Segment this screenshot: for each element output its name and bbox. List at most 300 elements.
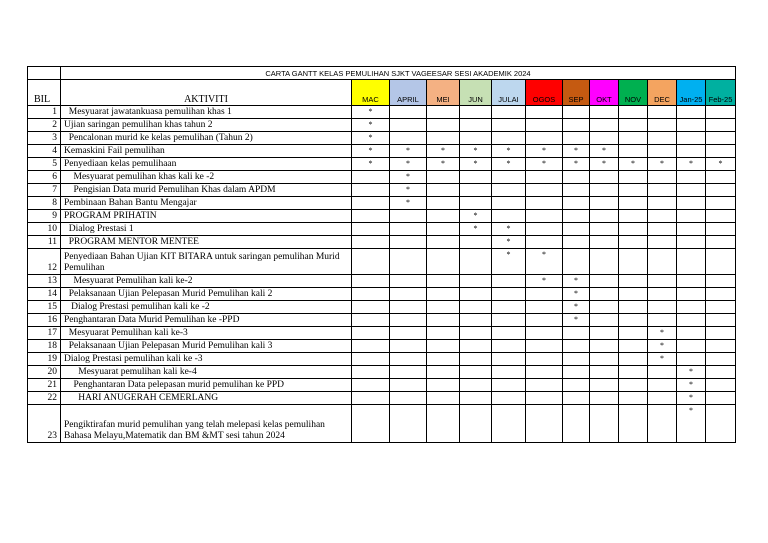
- schedule-cell: [352, 314, 390, 327]
- activity-text: Mesyuarat Pemulihan kali ke-3: [61, 327, 352, 340]
- schedule-cell: [648, 340, 677, 353]
- schedule-cell: [677, 275, 706, 288]
- table-row: [28, 366, 736, 379]
- activity-text: Pelaksanaan Ujian Pelepasan Murid Pemulihan kali 2: [61, 288, 352, 301]
- schedule-cell: [492, 405, 526, 443]
- schedule-cell: [460, 106, 492, 119]
- schedule-cell: [706, 145, 736, 158]
- month-header-ogos: OGOS: [526, 80, 563, 106]
- schedule-cell: [648, 405, 677, 443]
- activity-text: Dialog Prestasi pemulihan kali ke -3: [61, 353, 352, 366]
- schedule-marker: *: [689, 393, 693, 402]
- schedule-cell: [526, 145, 563, 158]
- schedule-cell: [460, 275, 492, 288]
- schedule-cell: [590, 275, 619, 288]
- month-header-okt: OKT: [590, 80, 619, 106]
- row-number: 20: [28, 366, 61, 379]
- schedule-cell: [427, 210, 460, 223]
- schedule-cell: [352, 171, 390, 184]
- month-header-mac: MAC: [352, 80, 390, 106]
- header-row: [28, 80, 736, 106]
- schedule-cell: [352, 288, 390, 301]
- schedule-cell: [563, 184, 590, 197]
- table-row: [28, 353, 736, 366]
- schedule-cell: [427, 366, 460, 379]
- table-row: [28, 197, 736, 210]
- schedule-cell: [648, 275, 677, 288]
- schedule-cell: [619, 314, 648, 327]
- schedule-cell: [526, 236, 563, 249]
- row-number: 19: [28, 353, 61, 366]
- schedule-cell: [648, 223, 677, 236]
- schedule-cell: [706, 223, 736, 236]
- schedule-cell: [563, 119, 590, 132]
- schedule-cell: [390, 106, 427, 119]
- schedule-cell: [352, 184, 390, 197]
- schedule-cell: [390, 275, 427, 288]
- schedule-cell: [460, 236, 492, 249]
- schedule-marker: *: [574, 159, 578, 168]
- activity-text: Pembinaan Bahan Bantu Mengajar: [61, 197, 352, 210]
- schedule-cell: [492, 353, 526, 366]
- month-header-nov: NOV: [619, 80, 648, 106]
- schedule-cell: [706, 340, 736, 353]
- schedule-cell: [677, 249, 706, 275]
- schedule-cell: [460, 171, 492, 184]
- schedule-cell: [706, 236, 736, 249]
- table-row: [28, 132, 736, 145]
- schedule-cell: [590, 119, 619, 132]
- schedule-cell: [352, 366, 390, 379]
- schedule-cell: [460, 223, 492, 236]
- schedule-cell: [352, 301, 390, 314]
- schedule-cell: [563, 171, 590, 184]
- schedule-cell: [706, 210, 736, 223]
- row-number: 2: [28, 119, 61, 132]
- schedule-cell: [390, 327, 427, 340]
- schedule-cell: [706, 119, 736, 132]
- schedule-cell: [390, 392, 427, 405]
- schedule-cell: [563, 327, 590, 340]
- row-number: 10: [28, 223, 61, 236]
- schedule-cell: [590, 340, 619, 353]
- table-row: [28, 301, 736, 314]
- schedule-cell: [563, 288, 590, 301]
- schedule-cell: [563, 145, 590, 158]
- schedule-cell: [352, 197, 390, 210]
- schedule-cell: [526, 301, 563, 314]
- activity-text: Ujian saringan pemulihan khas tahun 2: [61, 119, 352, 132]
- schedule-cell: [390, 379, 427, 392]
- schedule-marker: *: [718, 159, 723, 168]
- schedule-cell: [526, 249, 563, 275]
- row-number: 21: [28, 379, 61, 392]
- schedule-cell: [427, 405, 460, 443]
- schedule-cell: [492, 158, 526, 171]
- schedule-cell: [492, 197, 526, 210]
- schedule-cell: [427, 301, 460, 314]
- schedule-cell: [526, 340, 563, 353]
- schedule-cell: [526, 210, 563, 223]
- schedule-cell: [563, 106, 590, 119]
- activity-text: Pengisian Data murid Pemulihan Khas dalam APDM: [61, 184, 352, 197]
- schedule-cell: [677, 145, 706, 158]
- schedule-cell: [563, 366, 590, 379]
- activity-text: Pengiktirafan murid pemulihan yang telah melepasi kelas pemulihan Bahasa Melayu,Matematik dan BM &MT sesi tahun 2024: [61, 405, 352, 443]
- schedule-cell: [390, 353, 427, 366]
- month-header-jun: JUN: [460, 80, 492, 106]
- schedule-cell: [427, 223, 460, 236]
- schedule-cell: [706, 301, 736, 314]
- row-number: 13: [28, 275, 61, 288]
- schedule-cell: [427, 119, 460, 132]
- schedule-cell: [706, 106, 736, 119]
- month-header-april: APRIL: [390, 80, 427, 106]
- schedule-cell: [648, 210, 677, 223]
- schedule-cell: [526, 197, 563, 210]
- schedule-cell: [648, 184, 677, 197]
- schedule-cell: [460, 366, 492, 379]
- schedule-cell: [706, 353, 736, 366]
- schedule-cell: [390, 236, 427, 249]
- schedule-cell: [619, 223, 648, 236]
- schedule-cell: [492, 119, 526, 132]
- schedule-cell: [352, 158, 390, 171]
- schedule-cell: [648, 301, 677, 314]
- schedule-cell: [619, 392, 648, 405]
- schedule-cell: [427, 171, 460, 184]
- schedule-cell: [648, 392, 677, 405]
- schedule-cell: [563, 340, 590, 353]
- schedule-cell: [648, 145, 677, 158]
- schedule-cell: [563, 275, 590, 288]
- schedule-cell: [352, 353, 390, 366]
- schedule-cell: [492, 132, 526, 145]
- schedule-cell: [526, 106, 563, 119]
- schedule-cell: [390, 145, 427, 158]
- schedule-cell: [492, 171, 526, 184]
- schedule-cell: [590, 379, 619, 392]
- table-row: [28, 379, 736, 392]
- schedule-cell: [648, 197, 677, 210]
- schedule-cell: [390, 366, 427, 379]
- schedule-cell: [390, 223, 427, 236]
- schedule-cell: [390, 119, 427, 132]
- schedule-cell: [526, 184, 563, 197]
- schedule-cell: [590, 210, 619, 223]
- schedule-marker: *: [441, 159, 445, 168]
- schedule-marker: *: [506, 159, 511, 168]
- schedule-cell: [619, 106, 648, 119]
- schedule-cell: [427, 106, 460, 119]
- activity-text: Kemaskini Fail pemulihan: [61, 145, 352, 158]
- table-row: [28, 327, 736, 340]
- schedule-marker: *: [506, 237, 511, 246]
- schedule-cell: [619, 366, 648, 379]
- table-row: [28, 340, 736, 353]
- schedule-cell: [648, 288, 677, 301]
- schedule-cell: [677, 301, 706, 314]
- schedule-cell: [563, 197, 590, 210]
- schedule-cell: [619, 327, 648, 340]
- schedule-cell: [590, 197, 619, 210]
- schedule-marker: *: [574, 302, 578, 311]
- schedule-cell: [390, 301, 427, 314]
- schedule-cell: [460, 327, 492, 340]
- schedule-cell: [492, 184, 526, 197]
- schedule-cell: [563, 210, 590, 223]
- schedule-cell: [619, 236, 648, 249]
- schedule-cell: [590, 249, 619, 275]
- schedule-marker: *: [542, 146, 546, 155]
- schedule-cell: [563, 249, 590, 275]
- schedule-cell: [619, 171, 648, 184]
- schedule-cell: [648, 132, 677, 145]
- table-row: [28, 119, 736, 132]
- schedule-cell: [590, 288, 619, 301]
- schedule-cell: [460, 353, 492, 366]
- schedule-cell: [677, 405, 706, 443]
- schedule-cell: [706, 158, 736, 171]
- bil-header: BIL: [28, 80, 61, 106]
- schedule-cell: [352, 106, 390, 119]
- schedule-cell: [352, 210, 390, 223]
- schedule-cell: [619, 119, 648, 132]
- schedule-cell: [619, 288, 648, 301]
- schedule-marker: *: [631, 159, 635, 168]
- schedule-marker: *: [574, 315, 578, 324]
- schedule-cell: [706, 249, 736, 275]
- schedule-cell: [526, 327, 563, 340]
- schedule-cell: [706, 132, 736, 145]
- schedule-marker: *: [473, 159, 478, 168]
- schedule-cell: [352, 249, 390, 275]
- schedule-cell: [390, 340, 427, 353]
- schedule-cell: [590, 301, 619, 314]
- schedule-cell: [677, 132, 706, 145]
- schedule-cell: [390, 171, 427, 184]
- schedule-marker: *: [542, 159, 546, 168]
- table-row: [28, 392, 736, 405]
- table-row: [28, 405, 736, 443]
- schedule-cell: [677, 210, 706, 223]
- schedule-cell: [390, 184, 427, 197]
- row-number: 16: [28, 314, 61, 327]
- aktiviti-header: AKTIVITI: [61, 80, 352, 106]
- schedule-cell: [352, 340, 390, 353]
- schedule-marker: *: [660, 328, 664, 337]
- schedule-cell: [352, 379, 390, 392]
- schedule-marker: *: [506, 146, 511, 155]
- schedule-cell: [352, 275, 390, 288]
- schedule-cell: [427, 288, 460, 301]
- row-number: 11: [28, 236, 61, 249]
- activity-text: Penyediaan Bahan Ujian KIT BITARA untuk saringan pemulihan Murid Pemulihan: [61, 249, 352, 275]
- schedule-marker: *: [689, 367, 693, 376]
- table-row: [28, 236, 736, 249]
- schedule-cell: [352, 223, 390, 236]
- schedule-cell: [492, 210, 526, 223]
- schedule-cell: [460, 379, 492, 392]
- schedule-cell: [427, 379, 460, 392]
- schedule-cell: [390, 249, 427, 275]
- schedule-marker: *: [660, 159, 664, 168]
- schedule-marker: *: [602, 146, 606, 155]
- schedule-cell: [563, 132, 590, 145]
- schedule-marker: *: [368, 159, 373, 168]
- schedule-cell: [526, 132, 563, 145]
- activity-text: Penghantaran Data pelepasan murid pemulihan ke PPD: [61, 379, 352, 392]
- table-row: [28, 145, 736, 158]
- schedule-cell: [352, 405, 390, 443]
- schedule-marker: *: [441, 146, 445, 155]
- schedule-cell: [460, 288, 492, 301]
- schedule-cell: [492, 327, 526, 340]
- schedule-cell: [492, 379, 526, 392]
- schedule-cell: [526, 392, 563, 405]
- activity-text: Pencalonan murid ke kelas pemulihan (Tahun 2): [61, 132, 352, 145]
- schedule-cell: [677, 288, 706, 301]
- schedule-cell: [619, 210, 648, 223]
- schedule-cell: [460, 119, 492, 132]
- schedule-marker: *: [689, 406, 693, 415]
- schedule-marker: *: [473, 146, 478, 155]
- schedule-cell: [677, 236, 706, 249]
- title-row: [28, 67, 736, 80]
- schedule-cell: [648, 171, 677, 184]
- schedule-cell: [706, 366, 736, 379]
- schedule-cell: [706, 171, 736, 184]
- schedule-cell: [677, 314, 706, 327]
- schedule-cell: [492, 301, 526, 314]
- schedule-cell: [352, 392, 390, 405]
- schedule-cell: [390, 288, 427, 301]
- schedule-cell: [492, 288, 526, 301]
- schedule-cell: [460, 184, 492, 197]
- schedule-cell: [563, 158, 590, 171]
- schedule-cell: [492, 340, 526, 353]
- schedule-cell: [526, 379, 563, 392]
- table-row: [28, 249, 736, 275]
- schedule-cell: [460, 249, 492, 275]
- row-number: 5: [28, 158, 61, 171]
- schedule-cell: [619, 301, 648, 314]
- schedule-cell: [677, 197, 706, 210]
- schedule-cell: [526, 353, 563, 366]
- schedule-cell: [526, 314, 563, 327]
- schedule-cell: [648, 327, 677, 340]
- schedule-cell: [677, 223, 706, 236]
- schedule-cell: [590, 366, 619, 379]
- schedule-cell: [427, 249, 460, 275]
- schedule-marker: *: [542, 250, 546, 259]
- schedule-cell: [352, 132, 390, 145]
- schedule-cell: [492, 145, 526, 158]
- schedule-cell: [427, 314, 460, 327]
- schedule-cell: [427, 145, 460, 158]
- schedule-cell: [706, 392, 736, 405]
- schedule-cell: [706, 288, 736, 301]
- schedule-cell: [648, 106, 677, 119]
- month-header-mei: MEI: [427, 80, 460, 106]
- schedule-cell: [590, 171, 619, 184]
- schedule-cell: [619, 145, 648, 158]
- schedule-cell: [492, 236, 526, 249]
- schedule-cell: [492, 314, 526, 327]
- schedule-cell: [648, 249, 677, 275]
- schedule-cell: [706, 275, 736, 288]
- row-number: 22: [28, 392, 61, 405]
- schedule-cell: [648, 366, 677, 379]
- row-number: 4: [28, 145, 61, 158]
- schedule-cell: [390, 405, 427, 443]
- activity-text: Mesyuarat pemulihan kali ke-4: [61, 366, 352, 379]
- table-row: [28, 275, 736, 288]
- schedule-marker: *: [368, 133, 373, 142]
- table-row: [28, 184, 736, 197]
- row-number: 15: [28, 301, 61, 314]
- schedule-cell: [706, 405, 736, 443]
- schedule-cell: [390, 132, 427, 145]
- schedule-cell: [563, 405, 590, 443]
- schedule-cell: [619, 275, 648, 288]
- month-header-julai: JULAI: [492, 80, 526, 106]
- schedule-marker: *: [574, 276, 578, 285]
- schedule-cell: [352, 327, 390, 340]
- schedule-cell: [427, 236, 460, 249]
- schedule-cell: [563, 314, 590, 327]
- schedule-cell: [677, 184, 706, 197]
- schedule-cell: [390, 314, 427, 327]
- table-row: [28, 210, 736, 223]
- schedule-cell: [492, 392, 526, 405]
- schedule-marker: *: [542, 276, 546, 285]
- schedule-cell: [563, 379, 590, 392]
- schedule-cell: [706, 197, 736, 210]
- schedule-cell: [619, 353, 648, 366]
- activity-rows: [28, 106, 736, 443]
- schedule-cell: [563, 236, 590, 249]
- schedule-cell: [460, 314, 492, 327]
- schedule-cell: [352, 236, 390, 249]
- activity-text: PROGRAM MENTOR MENTEE: [61, 236, 352, 249]
- row-number: 1: [28, 106, 61, 119]
- schedule-cell: [526, 158, 563, 171]
- activity-text: Penyediaan kelas pemulihaan: [61, 158, 352, 171]
- schedule-cell: [352, 145, 390, 158]
- schedule-cell: [563, 301, 590, 314]
- schedule-cell: [492, 223, 526, 236]
- schedule-cell: [563, 353, 590, 366]
- schedule-cell: [526, 366, 563, 379]
- schedule-cell: [590, 158, 619, 171]
- row-number: 9: [28, 210, 61, 223]
- schedule-cell: [619, 340, 648, 353]
- month-header-sep: SEP: [563, 80, 590, 106]
- schedule-cell: [677, 119, 706, 132]
- schedule-marker: *: [574, 289, 578, 298]
- row-number: 17: [28, 327, 61, 340]
- schedule-cell: [648, 119, 677, 132]
- schedule-cell: [590, 405, 619, 443]
- schedule-marker: *: [574, 146, 578, 155]
- month-header-jan-25: Jan-25: [677, 80, 706, 106]
- schedule-cell: [427, 340, 460, 353]
- row-number: 8: [28, 197, 61, 210]
- schedule-cell: [706, 327, 736, 340]
- schedule-marker: *: [368, 146, 373, 155]
- schedule-cell: [648, 236, 677, 249]
